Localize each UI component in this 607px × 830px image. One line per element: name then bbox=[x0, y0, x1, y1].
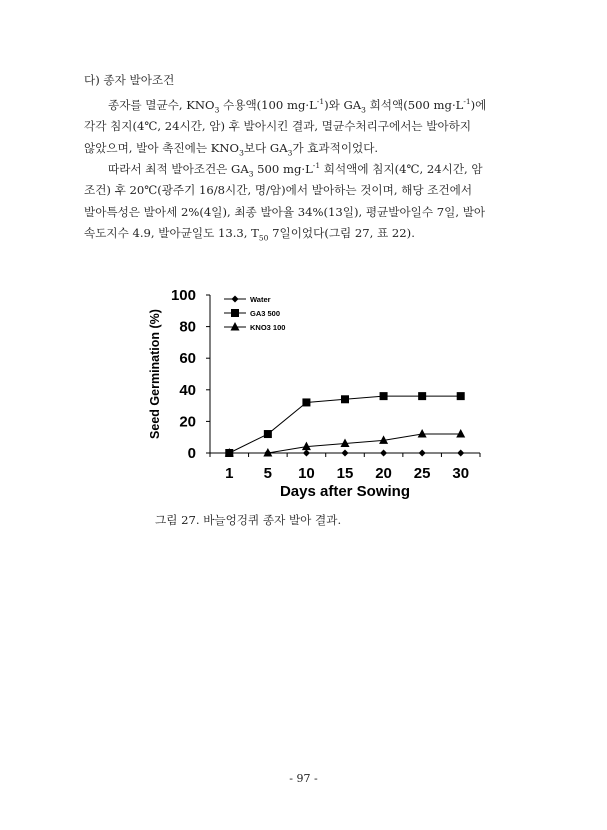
paragraph-2-line-2 bbox=[84, 180, 530, 201]
data-point bbox=[419, 450, 426, 457]
x-tick-label: 10 bbox=[298, 465, 315, 482]
x-tick-label: 25 bbox=[413, 465, 431, 482]
data-point bbox=[341, 395, 349, 403]
text-run: 발아특성은 발아세 2%(4일), 최종 발아율 34%(13일), 평균발아일수 7일, 발아 bbox=[84, 204, 486, 219]
paragraph-1-line-1 bbox=[84, 95, 530, 116]
text-run: 조건) 후 20℃(광주기 16/8시간, 명/암)에서 발아하는 것이며, 해당 조건에서 bbox=[84, 183, 473, 198]
page-number: - 97 - bbox=[289, 772, 318, 785]
data-point bbox=[418, 392, 426, 400]
x-tick-label: 30 bbox=[452, 465, 470, 482]
text-run: 않았으며, 발아 촉진에는 KNO bbox=[84, 140, 240, 155]
chart-svg bbox=[140, 285, 490, 505]
legend-marker bbox=[231, 322, 240, 331]
data-point bbox=[456, 429, 465, 438]
text-run: 가 효과적이었다. bbox=[292, 140, 379, 155]
y-tick-label: 60 bbox=[179, 350, 196, 368]
data-point bbox=[342, 450, 349, 457]
text-run: 따라서 최적 발아조건은 GA bbox=[108, 162, 249, 176]
paragraph-2 bbox=[84, 159, 530, 244]
paragraph-1 bbox=[84, 95, 530, 159]
y-axis-label: Seed Germination (%) bbox=[148, 309, 162, 439]
paragraph-2-line-1 bbox=[84, 159, 530, 180]
legend-label: Water bbox=[250, 295, 271, 304]
y-tick-label: 20 bbox=[179, 413, 196, 431]
text-run: 500 mg·L bbox=[253, 162, 313, 176]
subscript: 3 bbox=[361, 105, 366, 115]
data-point bbox=[457, 392, 465, 400]
subscript: 3 bbox=[214, 105, 220, 115]
figure-caption: 그림 27. 바늘엉겅퀴 종자 발아 결과. bbox=[155, 513, 342, 527]
paragraph-2-line-4 bbox=[84, 223, 530, 244]
subscript: 3 bbox=[239, 147, 244, 157]
superscript: -1 bbox=[463, 97, 471, 107]
legend-marker bbox=[231, 309, 239, 317]
subscript: 3 bbox=[287, 147, 293, 157]
text-run: 수용액(100 mg·L bbox=[219, 98, 317, 112]
legend-label: KNO3 100 bbox=[250, 323, 286, 332]
text-run: 각각 침지(4℃, 24시간, 암) 후 발아시킨 결과, 멸균수처리구에서는 발아하지 bbox=[84, 119, 472, 134]
y-tick-label: 100 bbox=[170, 287, 196, 304]
x-tick-label: 20 bbox=[375, 465, 392, 482]
y-tick-label: 40 bbox=[179, 381, 196, 399]
superscript: -1 bbox=[312, 161, 321, 171]
x-tick-label: 5 bbox=[263, 465, 273, 482]
superscript: -1 bbox=[316, 97, 325, 107]
data-point bbox=[264, 430, 272, 438]
legend-marker bbox=[232, 296, 239, 303]
subscript: 50 bbox=[258, 233, 269, 243]
text-run: 7일이었다(그림 27, 표 22). bbox=[268, 225, 415, 240]
paragraph-1-line-2 bbox=[84, 116, 530, 137]
text-run: )와 GA bbox=[324, 98, 362, 112]
data-point bbox=[380, 392, 388, 400]
section-heading: 다) 종자 발아조건 bbox=[84, 73, 175, 87]
text-run: )에 bbox=[470, 98, 487, 112]
data-point bbox=[380, 450, 387, 457]
y-tick-label: 80 bbox=[179, 318, 196, 336]
paragraph-2-line-3 bbox=[84, 202, 530, 223]
data-point bbox=[418, 429, 427, 438]
data-point bbox=[457, 450, 464, 457]
text-run: 보다 GA bbox=[243, 140, 288, 155]
subscript: 3 bbox=[248, 169, 254, 179]
data-point bbox=[303, 450, 310, 457]
text-run: 속도지수 4.9, 발아균일도 13.3, T bbox=[84, 225, 259, 240]
x-axis-label: Days after Sowing bbox=[279, 483, 411, 500]
text-run: 종자를 멸균수, KNO bbox=[108, 98, 215, 112]
germination-chart bbox=[140, 285, 490, 505]
text-run: 희석액에 침지(4℃, 24시간, 암 bbox=[320, 162, 483, 176]
y-tick-label: 0 bbox=[187, 445, 196, 462]
x-tick-label: 15 bbox=[336, 465, 354, 482]
x-tick-label: 1 bbox=[225, 465, 234, 482]
legend-label: GA3 500 bbox=[250, 309, 281, 318]
text-run: 희석액(500 mg·L bbox=[365, 98, 464, 112]
data-point bbox=[302, 398, 310, 406]
paragraph-1-line-3 bbox=[84, 138, 530, 159]
